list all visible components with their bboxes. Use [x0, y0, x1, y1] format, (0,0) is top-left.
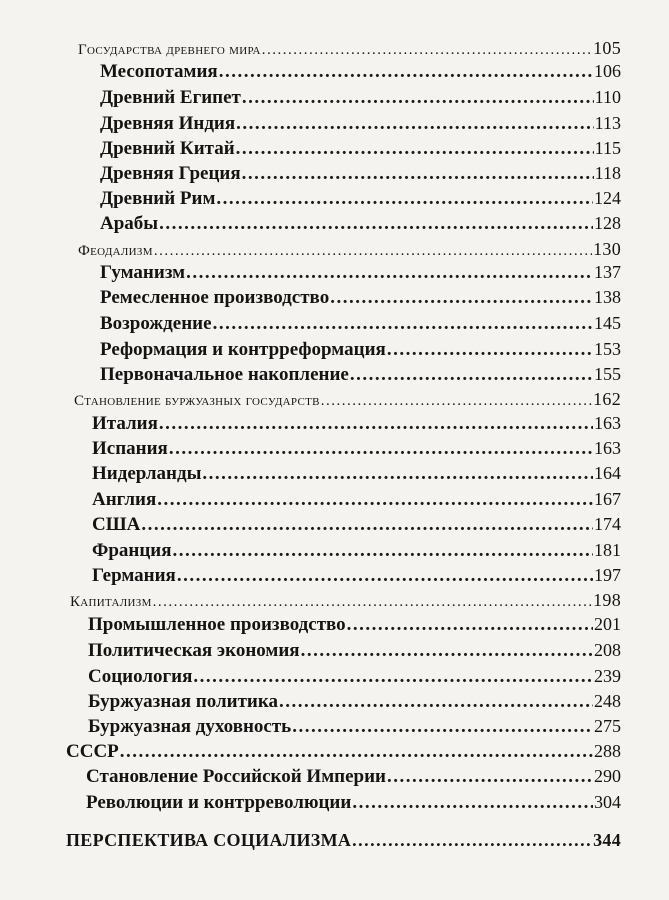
toc-entry — [100, 163, 621, 189]
toc-entry-title: Реформация и контрреформация — [100, 339, 386, 360]
toc-entry-title: СССР — [66, 741, 119, 762]
toc-entry — [92, 565, 621, 591]
toc-entry — [100, 188, 621, 214]
toc-page-number: 137 — [594, 262, 621, 282]
toc-entry-title: Арабы — [100, 213, 159, 234]
toc-page-number: 163 — [594, 413, 621, 433]
dot-leader — [292, 716, 593, 738]
toc-entry — [100, 138, 621, 164]
dot-leader — [219, 61, 593, 83]
toc-page-number: 128 — [594, 213, 621, 233]
toc-entry-title: Политическая экономия — [88, 640, 300, 661]
toc-page-number: 164 — [594, 463, 621, 483]
toc-entry-title: Древний Китай — [100, 138, 235, 159]
toc-entry — [88, 666, 621, 692]
toc-entry-title: Древний Рим — [100, 188, 216, 209]
toc-entry-title: Древняя Греция — [100, 163, 241, 184]
toc-page-number: 162 — [593, 389, 621, 409]
dot-leader — [213, 313, 593, 335]
toc-entry-title: Древний Египет — [100, 87, 241, 108]
dot-leader — [242, 163, 594, 185]
toc-entry — [92, 463, 621, 489]
toc-page-number: 304 — [594, 792, 621, 812]
toc-page-number: 124 — [594, 188, 621, 208]
dot-leader — [153, 594, 592, 611]
toc-entry-title: Древняя Индия — [100, 113, 236, 134]
toc-page-number: 145 — [594, 313, 621, 333]
toc-entry-title: Англия — [92, 489, 157, 510]
toc-entry — [74, 389, 621, 415]
dot-leader — [154, 243, 592, 260]
dot-leader — [159, 413, 593, 435]
toc-entry — [86, 792, 621, 818]
dot-leader — [177, 565, 593, 587]
toc-page-number: 181 — [594, 540, 621, 560]
toc-entry — [92, 540, 621, 566]
toc-entry — [100, 61, 621, 87]
toc-entry — [70, 590, 621, 616]
toc-entry-title: Италия — [92, 413, 158, 434]
toc-page-number: 153 — [594, 339, 621, 359]
toc-entry-title: Становление Российской Империи — [86, 766, 386, 787]
toc-entry — [66, 741, 621, 767]
toc-page-number: 118 — [594, 163, 621, 183]
toc-entry — [92, 413, 621, 439]
toc-page-number: 288 — [594, 741, 621, 761]
toc-page-number: 198 — [593, 590, 621, 610]
toc-entry — [88, 716, 621, 742]
dot-leader — [242, 87, 594, 109]
toc-entry — [88, 640, 621, 666]
dot-leader — [169, 438, 593, 460]
toc-page-number: 130 — [593, 239, 621, 259]
dot-leader — [159, 213, 593, 235]
toc-page-number: 208 — [594, 640, 621, 660]
dot-leader — [279, 691, 593, 713]
dot-leader — [330, 287, 593, 309]
toc-page-number: 115 — [594, 138, 621, 158]
dot-leader — [216, 188, 593, 210]
toc-entry-title: Становление буржуазных государств — [74, 393, 320, 409]
toc-entry-title: Капитализм — [70, 594, 152, 610]
toc-entry-title: Первоначальное накопление — [100, 364, 349, 385]
toc-entry-title: Гуманизм — [100, 262, 186, 283]
toc-entry — [100, 313, 621, 339]
dot-leader — [186, 262, 593, 284]
toc-entry — [100, 87, 621, 113]
toc-entry-title: Ремесленное производство — [100, 287, 330, 308]
toc-entry-title: США — [92, 514, 141, 535]
toc-page-number: 197 — [594, 565, 621, 585]
toc-page-number: 201 — [594, 614, 621, 634]
toc-entry-title: Нидерланды — [92, 463, 202, 484]
dot-leader — [193, 666, 593, 688]
dot-leader — [236, 113, 594, 135]
dot-leader — [141, 514, 593, 536]
dot-leader — [387, 339, 593, 361]
toc-entry — [92, 438, 621, 464]
toc-entry-title: Буржуазная духовность — [88, 716, 292, 737]
toc-entry-title: Социология — [88, 666, 193, 687]
toc-page-number: 163 — [594, 438, 621, 458]
dot-leader — [120, 741, 593, 763]
dot-leader — [387, 766, 593, 788]
toc-page-number: 344 — [593, 830, 621, 850]
toc-entry — [100, 113, 621, 139]
toc-page-number: 290 — [594, 766, 621, 786]
toc-page-number: 110 — [594, 87, 621, 107]
toc-entry — [100, 287, 621, 313]
dot-leader — [321, 393, 592, 410]
toc-entry — [92, 489, 621, 515]
toc-entry-title: Революции и контрреволюции — [86, 792, 352, 813]
toc-entry-title: Германия — [92, 565, 176, 586]
toc-entry — [66, 830, 621, 856]
toc-page-number: 239 — [594, 666, 621, 686]
dot-leader — [352, 830, 592, 851]
toc-entry-title: Возрождение — [100, 313, 212, 334]
toc-page-number: 174 — [594, 514, 621, 534]
dot-leader — [350, 364, 593, 386]
toc-page-number: 155 — [594, 364, 621, 384]
dot-leader — [262, 42, 592, 59]
toc-entry — [86, 766, 621, 792]
toc-page-number: 113 — [594, 113, 621, 133]
toc-entry-title: Промышленное производство — [88, 614, 346, 635]
toc-page-number: 167 — [594, 489, 621, 509]
toc-entry-title: Франция — [92, 540, 172, 561]
toc-entry — [92, 514, 621, 540]
toc-entry-title: ПЕРСПЕКТИВА СОЦИАЛИЗМА — [66, 830, 352, 850]
toc-entry-title: Месопотамия — [100, 61, 218, 82]
dot-leader — [173, 540, 593, 562]
toc-entry — [100, 339, 621, 365]
toc-page-number: 105 — [593, 38, 621, 58]
dot-leader — [347, 614, 593, 636]
toc-entry-title: Феодализм — [78, 243, 153, 259]
toc-entry-title: Государства древнего мира — [78, 42, 261, 58]
toc-page-number: 248 — [594, 691, 621, 711]
toc-entry-title: Испания — [92, 438, 168, 459]
dot-leader — [301, 640, 593, 662]
toc-page-number: 106 — [594, 61, 621, 81]
dot-leader — [157, 489, 593, 511]
toc-entry — [100, 364, 621, 390]
dot-leader — [202, 463, 593, 485]
dot-leader — [352, 792, 593, 814]
toc-entry — [88, 614, 621, 640]
toc-entry-title: Буржуазная политика — [88, 691, 279, 712]
toc-page-number: 275 — [594, 716, 621, 736]
toc-entry — [88, 691, 621, 717]
dot-leader — [236, 138, 594, 160]
toc-page-number: 138 — [594, 287, 621, 307]
toc-entry — [100, 262, 621, 288]
toc-entry — [100, 213, 621, 239]
